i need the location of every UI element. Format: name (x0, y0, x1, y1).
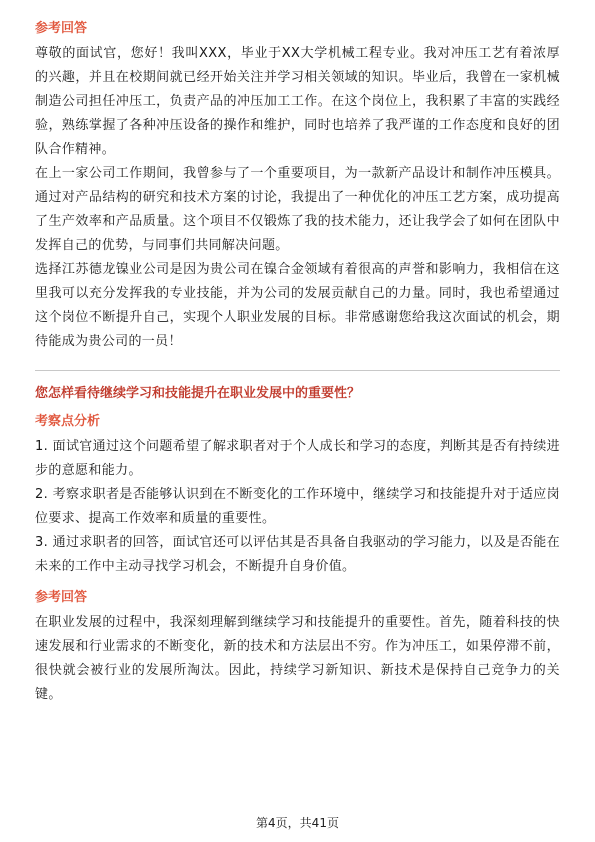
answer-paragraph: 在职业发展的过程中，我深刻理解到继续学习和技能提升的重要性。首先，随着科技的快速发展和行业需求的不断变化，新的技术和方法层出不穷。作为冲压工，如果停滞不前，很快就会被行业的发展所淘汰。因此，持续学习新知识、新技术是保持自己竞争力的关键。 (35, 615, 560, 702)
spacer (35, 579, 560, 587)
answer-paragraph: 在上一家公司工作期间，我曾参与了一个重要项目，为一款新产品设计和制作冲压模具。通过对产品结构的研究和技术方案的讨论，我提出了一种优化的冲压工艺方案，成功提高了生产效率和产品质量。这个项目不仅锻炼了我的技术能力，还让我学会了如何在团队中发挥自己的优势，与同事们共同解决问题。 (35, 166, 560, 253)
section-heading-analysis: 考察点分析 (35, 414, 101, 429)
answer-paragraph: 尊敬的面试官，您好！我叫XXX，毕业于XX大学机械工程专业。我对冲压工艺有着浓厚的兴趣，并且在校期间就已经开始关注并学习相关领域的知识。毕业后，我曾在一家机械制造公司担任冲压工，负责产品的冲压加工工作。在这个岗位上，我积累了丰富的实践经验，熟练掌握了各种冲压设备的操作和维护，同时也培养了我严谨的工作态度和良好的团队合作精神。 (35, 46, 560, 157)
page-number: 第4页，共41页 (256, 816, 339, 830)
section-heading-reference-answer: 参考回答 (35, 590, 88, 605)
analysis-item: 3. 通过求职者的回答，面试官还可以评估其是否具备自我驱动的学习能力，以及是否能在未来的工作中主动寻找学习机会，不断提升自身价值。 (35, 535, 560, 574)
document-page (35, 18, 560, 707)
section-divider (35, 370, 560, 371)
answer-paragraph: 选择江苏德龙镍业公司是因为贵公司在镍合金领域有着很高的声誉和影响力，我相信在这里我可以充分发挥我的专业技能，并为公司的发展贡献自己的力量。同时，我也希望通过这个岗位不断提升自己，实现个人职业发展的目标。非常感谢您给我这次面试的机会，期待能成为贵公司的一员！ (35, 262, 560, 349)
analysis-item: 2. 考察求职者是否能够认识到在不断变化的工作环境中，继续学习和技能提升对于适应岗位要求、提高工作效率和质量的重要性。 (35, 487, 560, 526)
section-heading-reference-answer: 参考回答 (35, 21, 88, 36)
analysis-item: 1. 面试官通过这个问题希望了解求职者对于个人成长和学习的态度，判断其是否有持续进步的意愿和能力。 (35, 439, 560, 478)
interview-question: 您怎样看待继续学习和技能提升在职业发展中的重要性？ (35, 386, 361, 401)
